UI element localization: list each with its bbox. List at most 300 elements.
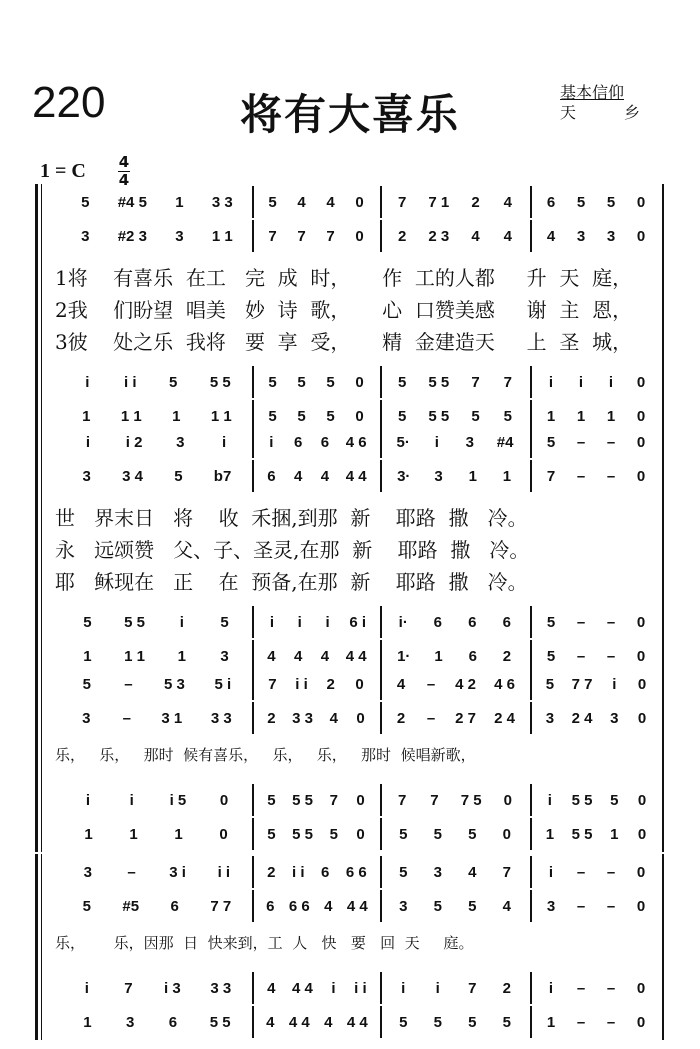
note: i 5	[169, 791, 187, 809]
note: 3	[610, 709, 619, 727]
lyric-line: 2我 们盼望 唱美 妙 诗 歌， 心 口赞美感 谢 主 恩，	[55, 298, 633, 322]
note: 0	[503, 791, 513, 809]
staff-row-bass	[60, 404, 660, 428]
note: 0	[636, 433, 646, 451]
note: 0	[636, 227, 646, 245]
note: –	[576, 1013, 586, 1031]
note: 5 5	[428, 373, 450, 391]
bar-line	[380, 186, 382, 218]
note: 6	[320, 863, 330, 881]
note: #4 5	[117, 193, 147, 211]
note: 5	[397, 373, 407, 391]
note: –	[606, 897, 616, 915]
note: 6 6	[288, 897, 310, 915]
bar-line	[530, 220, 532, 252]
bar-line	[530, 186, 532, 218]
measure	[386, 894, 524, 918]
note: 5	[576, 193, 586, 211]
note: 5	[267, 791, 276, 809]
note: 0	[356, 709, 365, 727]
note: i	[578, 373, 584, 391]
note: 4	[294, 647, 303, 665]
system-end-line	[662, 854, 664, 1040]
note: 0	[356, 825, 365, 843]
note: 3 i	[169, 863, 186, 881]
note: 7	[471, 373, 480, 391]
bar-line	[530, 818, 532, 850]
note: 0	[636, 863, 646, 881]
score-system	[0, 190, 700, 432]
bar-line	[530, 702, 532, 734]
bar-line	[252, 972, 254, 1004]
note: 1	[174, 825, 183, 843]
note: i	[612, 675, 617, 693]
staff-row-soprano	[60, 860, 660, 884]
note: 5	[468, 1013, 477, 1031]
note: 7	[297, 227, 306, 245]
note: 1	[434, 647, 443, 665]
bar-line	[252, 856, 254, 888]
note: 6	[468, 613, 477, 631]
note: 3	[545, 709, 555, 727]
note: 3	[176, 433, 185, 451]
note: 2	[502, 979, 511, 997]
note: 3	[82, 709, 91, 727]
note: 2	[267, 863, 276, 881]
note: 4 4	[346, 897, 368, 915]
note: i i	[123, 373, 137, 391]
note: 4 2	[455, 675, 477, 693]
staff-row-bass	[60, 1010, 660, 1034]
note: 4	[320, 647, 330, 665]
measure	[386, 190, 524, 214]
note: 0	[355, 373, 364, 391]
note: 1	[606, 407, 616, 425]
note: i·	[398, 613, 408, 631]
note: 5	[82, 675, 91, 693]
measure	[386, 706, 524, 730]
note: 5	[268, 193, 277, 211]
note: 5	[297, 373, 306, 391]
note: 0	[637, 709, 647, 727]
note: 0	[356, 791, 365, 809]
note: i	[548, 979, 554, 997]
note: 2	[471, 193, 480, 211]
note: 7	[503, 373, 513, 391]
note: b7	[213, 467, 232, 485]
note: 5	[546, 647, 556, 665]
bar-line	[380, 426, 382, 458]
note: 1	[175, 193, 184, 211]
lyric-line: 世 界末日 将 收 禾捆,到那 新 耶路 撒 冷。	[55, 506, 528, 530]
note: 5	[433, 897, 442, 915]
measure	[536, 610, 656, 634]
staff-row-bass	[60, 822, 660, 846]
note: 5	[82, 897, 91, 915]
note: 5 5	[209, 373, 231, 391]
note: 3	[465, 433, 474, 451]
note: i i	[295, 675, 308, 693]
note: –	[576, 467, 586, 485]
note: 3 4	[122, 467, 143, 485]
note: 1	[129, 825, 138, 843]
note: 3	[175, 227, 184, 245]
note: 5 5	[428, 407, 450, 425]
note: 1	[177, 647, 186, 665]
note: i	[85, 433, 90, 451]
note: 0	[636, 979, 646, 997]
note: 7	[546, 467, 556, 485]
note: 0	[637, 791, 647, 809]
bar-line	[252, 818, 254, 850]
note: 3	[606, 227, 616, 245]
staff-row-soprano	[60, 672, 660, 696]
note: 6 6	[345, 863, 367, 881]
note: 4	[329, 709, 338, 727]
note: –	[576, 863, 586, 881]
note: –	[606, 433, 616, 451]
note: 7 1	[428, 193, 450, 211]
note: 6	[468, 647, 477, 665]
note: 7	[397, 193, 407, 211]
note: 4	[324, 1013, 333, 1031]
note: 2	[326, 675, 335, 693]
staff-row-tenor	[60, 788, 660, 812]
note: 5	[220, 613, 229, 631]
measure	[258, 860, 374, 884]
bar-line	[252, 890, 254, 922]
system-bracket	[35, 854, 38, 1040]
measure	[258, 404, 374, 428]
note: 0	[636, 613, 646, 631]
bar-line	[252, 186, 254, 218]
measure	[258, 788, 374, 812]
measure	[386, 860, 524, 884]
note: 2 7	[455, 709, 477, 727]
note: –	[606, 979, 616, 997]
bar-line	[530, 668, 532, 700]
note: 3 3	[210, 979, 232, 997]
note: 1	[83, 647, 92, 665]
note: 4	[502, 897, 511, 915]
note: –	[576, 979, 586, 997]
note: 3	[81, 227, 90, 245]
note: –	[576, 433, 586, 451]
note: 0	[636, 407, 646, 425]
note: 0	[637, 825, 647, 843]
note: 1	[610, 825, 619, 843]
note: i	[435, 979, 440, 997]
measure	[66, 706, 246, 730]
note: 5	[326, 373, 335, 391]
note: 3 3	[210, 709, 232, 727]
note: –	[122, 709, 132, 727]
note: 5	[174, 467, 183, 485]
note: 5·	[396, 433, 410, 451]
measure	[386, 224, 524, 248]
measure	[536, 190, 656, 214]
bar-line	[380, 818, 382, 850]
note: 1·	[397, 647, 411, 665]
bar-line	[530, 972, 532, 1004]
measure	[258, 976, 374, 1000]
bar-line	[530, 366, 532, 398]
staff-row-bass	[60, 644, 660, 668]
note: 2	[397, 227, 407, 245]
note: 7	[268, 227, 277, 245]
note: 5	[471, 407, 480, 425]
note: 7	[326, 227, 335, 245]
note: 5	[83, 613, 92, 631]
bar-line	[380, 856, 382, 888]
note: 0	[636, 1013, 646, 1031]
note: 7	[329, 791, 338, 809]
note: 7	[468, 979, 477, 997]
note: 0	[636, 647, 646, 665]
note: 1	[546, 1013, 556, 1031]
note: i	[434, 433, 439, 451]
note: 5 5	[292, 791, 314, 809]
bar-line	[252, 460, 254, 492]
note: 1 1	[211, 227, 233, 245]
measure	[536, 430, 656, 454]
measure	[536, 822, 656, 846]
note: i	[221, 433, 227, 451]
note: –	[576, 897, 586, 915]
measure	[66, 190, 246, 214]
note: 5 5	[209, 1013, 231, 1031]
note: 4 4	[345, 647, 367, 665]
note: 4 4	[346, 1013, 368, 1031]
bar-line	[252, 668, 254, 700]
note: 5	[397, 407, 407, 425]
note: 4	[546, 227, 556, 245]
note: 4	[396, 675, 406, 693]
measure	[258, 370, 374, 394]
lyric-line: 乐， 乐，因那 日 快来到，工 人 快 要 回 天 庭。	[55, 934, 474, 952]
measure	[258, 464, 374, 488]
note: i	[269, 433, 274, 451]
measure	[66, 860, 246, 884]
note: 3	[433, 863, 442, 881]
author-char-b: 乡	[623, 103, 640, 122]
note: 2 3	[428, 227, 450, 245]
note: 7	[430, 791, 439, 809]
note: –	[426, 675, 436, 693]
note: 0	[355, 227, 364, 245]
bar-line	[252, 606, 254, 638]
note: 2 4	[494, 709, 515, 727]
note: 5	[503, 407, 513, 425]
note: 4 4	[345, 467, 367, 485]
note: i	[85, 791, 90, 809]
note: 5	[610, 791, 619, 809]
note: 2	[267, 709, 276, 727]
note: 4	[266, 1013, 275, 1031]
measure	[66, 1010, 246, 1034]
score-system	[0, 430, 700, 672]
note: i 2	[125, 433, 143, 451]
note: 4 4	[291, 979, 313, 997]
note: i	[325, 613, 330, 631]
staff-row-soprano	[60, 190, 660, 214]
measure	[66, 464, 246, 488]
note: 5	[468, 897, 477, 915]
note: 4	[297, 193, 306, 211]
bar-line	[252, 702, 254, 734]
note: 5	[268, 407, 277, 425]
note: 7	[124, 979, 133, 997]
note: 7	[268, 675, 277, 693]
measure	[536, 370, 656, 394]
measure	[386, 1010, 524, 1034]
bar-line	[380, 668, 382, 700]
system-end-line	[662, 424, 664, 674]
note: 4	[326, 193, 335, 211]
measure	[386, 430, 524, 454]
lyric-line: 乐， 乐， 那时 候有喜乐， 乐， 乐， 那时 候唱新歌，	[55, 746, 476, 764]
bar-line	[380, 220, 382, 252]
measure	[536, 860, 656, 884]
system-bracket	[35, 666, 38, 852]
note: –	[124, 675, 133, 693]
note: 6 i	[349, 613, 367, 631]
note: 4	[320, 467, 330, 485]
measure	[536, 224, 656, 248]
note: 5	[546, 433, 556, 451]
note: 1	[468, 467, 477, 485]
note: 7 7	[571, 675, 593, 693]
measure	[536, 404, 656, 428]
hymn-title: 将有大喜乐	[239, 90, 460, 139]
system-line	[41, 854, 42, 1040]
note: 6	[433, 613, 442, 631]
measure	[66, 610, 246, 634]
note: 0	[219, 825, 228, 843]
note: 7	[502, 863, 511, 881]
note: 3·	[397, 467, 411, 485]
note: 2	[396, 709, 406, 727]
staff-row-alto	[60, 706, 660, 730]
note: 5	[545, 675, 555, 693]
lyric-line: 永 远颂赞 父、子、圣灵,在那 新 耶路 撒 冷。	[55, 538, 530, 562]
note: 6	[502, 613, 511, 631]
note: 0	[636, 897, 646, 915]
note: #5	[122, 897, 140, 915]
lyric-line: 1将 有喜乐 在工 完 成 时， 作 工的人都 升 天 庭，	[55, 266, 633, 290]
note: 5	[546, 613, 556, 631]
note: 4 4	[288, 1013, 310, 1031]
measure	[66, 976, 246, 1000]
measure	[386, 672, 524, 696]
note: 4 6	[345, 433, 367, 451]
note: 5	[399, 825, 408, 843]
note: i i	[354, 979, 367, 997]
note: 3	[546, 897, 556, 915]
note: 5 i	[214, 675, 232, 693]
key-signature: 1 = C	[40, 160, 86, 182]
measure	[258, 224, 374, 248]
note: 4	[267, 647, 276, 665]
note: 0	[219, 791, 229, 809]
note: 3 3	[292, 709, 314, 727]
measure	[536, 644, 656, 668]
note: 1 1	[120, 407, 142, 425]
hymn-number: 220	[32, 78, 106, 127]
author-label	[560, 100, 640, 123]
note: #4	[496, 433, 514, 451]
measure	[536, 976, 656, 1000]
note: 0	[637, 675, 647, 693]
note: 1	[84, 825, 93, 843]
measure	[258, 894, 374, 918]
measure	[386, 644, 524, 668]
note: i	[608, 373, 614, 391]
note: 5 5	[292, 825, 314, 843]
note: 0	[636, 467, 646, 485]
note: 4	[324, 897, 333, 915]
note: 3	[434, 467, 443, 485]
note: 3	[220, 647, 229, 665]
note: 5	[399, 1013, 408, 1031]
note: 7 5	[460, 791, 482, 809]
measure	[258, 672, 374, 696]
note: 6	[266, 897, 275, 915]
measure	[66, 894, 246, 918]
measure	[258, 430, 374, 454]
staff-row-alto	[60, 894, 660, 918]
note: 2 4	[571, 709, 593, 727]
note: 6	[294, 433, 303, 451]
note: 5 5	[124, 613, 146, 631]
staff-row-tenor	[60, 976, 660, 1000]
note: i	[179, 613, 184, 631]
note: 3	[399, 897, 408, 915]
note: 5	[399, 863, 408, 881]
time-top: 4	[118, 153, 130, 171]
measure	[386, 370, 524, 394]
note: 5	[168, 373, 178, 391]
system-end-line	[662, 184, 664, 434]
note: 5	[81, 193, 90, 211]
note: #2 3	[117, 227, 147, 245]
bar-line	[530, 606, 532, 638]
note: 0	[355, 675, 364, 693]
system-bracket	[35, 424, 38, 674]
note: i	[297, 613, 302, 631]
note: 5 5	[571, 825, 593, 843]
bar-line	[252, 784, 254, 816]
note: 7	[397, 791, 407, 809]
measure	[66, 370, 246, 394]
measure	[386, 822, 524, 846]
note: 6	[170, 897, 179, 915]
staff-row-soprano	[60, 430, 660, 454]
note: 1	[545, 825, 555, 843]
note: i	[548, 863, 554, 881]
note: 4	[503, 193, 513, 211]
measure	[66, 672, 246, 696]
system-line	[41, 424, 42, 674]
measure	[66, 430, 246, 454]
note: i	[547, 791, 552, 809]
measure	[258, 706, 374, 730]
note: 4	[468, 863, 477, 881]
measure	[66, 644, 246, 668]
note: 5 5	[571, 791, 593, 809]
measure	[536, 788, 656, 812]
bar-line	[380, 972, 382, 1004]
